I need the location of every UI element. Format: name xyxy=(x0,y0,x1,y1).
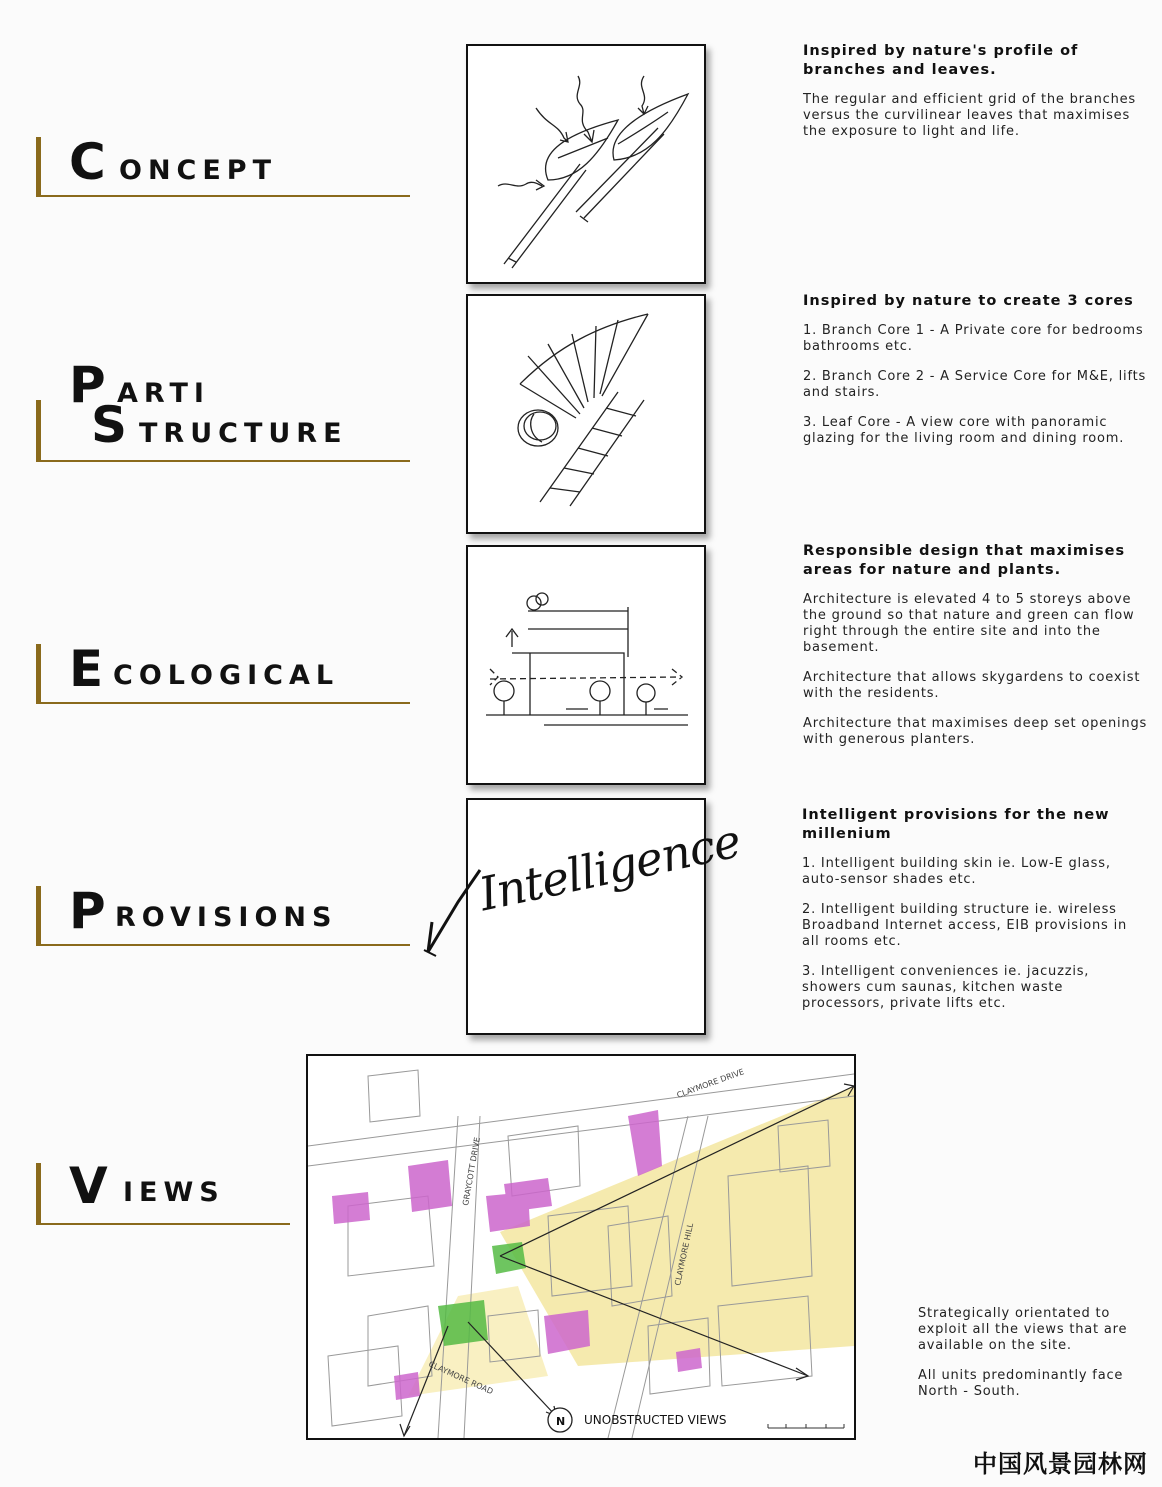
scale-bar xyxy=(768,1424,844,1428)
views-para-2: All units predominantly face North - South. xyxy=(918,1368,1124,1399)
ecological-heading xyxy=(36,640,415,704)
parti-rule xyxy=(36,460,410,462)
intelligence-script: Intelligence xyxy=(474,813,745,922)
concept-description xyxy=(803,42,1148,154)
concept-heading xyxy=(36,133,415,197)
provisions-item-1: 1. Intelligent building skin ie. Low-E glass, auto-sensor shades etc. xyxy=(802,856,1111,887)
structure-initial: S xyxy=(91,396,130,454)
parti-title: Inspired by nature to create 3 cores xyxy=(803,293,1134,309)
parti-item-3: 3. Leaf Core - A view core with panoramic glazing for the living room and dining room. xyxy=(803,415,1125,446)
views-rest: IEWS xyxy=(123,1177,225,1208)
concept-rest: ONCEPT xyxy=(119,155,278,186)
ecological-para-2: Architecture that allows skygardens to coexist with the residents. xyxy=(803,670,1141,701)
parti-description xyxy=(803,292,1148,461)
concept-body: The regular and efficient grid of the branches versus the curvilinear leaves that maximises the exposure to light and life. xyxy=(803,92,1136,139)
ecological-para-3: Architecture that maximises deep set openings with generous planters. xyxy=(803,716,1148,747)
site-plan-drawing xyxy=(308,1056,854,1438)
ecological-para-1: Architecture is elevated 4 to 5 storeys above the ground so that nature and green can flow right through the entire site and into the basement. xyxy=(803,592,1135,655)
provisions-title: Intelligent provisions for the new millenium xyxy=(802,807,1110,842)
provisions-description xyxy=(802,806,1147,1026)
ecological-sketch xyxy=(466,545,706,785)
ecological-title: Responsible design that maximises areas for nature and plants. xyxy=(803,543,1126,578)
parti-item-2: 2. Branch Core 2 - A Service Core for M&E, lifts and stairs. xyxy=(803,369,1147,400)
concept-title: Inspired by nature's profile of branches and leaves. xyxy=(803,43,1079,78)
parti-item-1: 1. Branch Core 1 - A Private core for bedrooms bathrooms etc. xyxy=(803,323,1144,354)
views-heading xyxy=(36,1157,295,1225)
views-para-1: Strategically orientated to exploit all the views that are available on the site. xyxy=(918,1306,1128,1353)
ecological-rest: COLOGICAL xyxy=(113,660,340,691)
provisions-initial: P xyxy=(69,882,108,940)
concept-initial: C xyxy=(69,133,108,191)
north-label: N xyxy=(556,1415,566,1428)
parti-sketch xyxy=(466,294,706,534)
parti-rest: ARTI xyxy=(117,378,210,409)
parti-heading xyxy=(36,356,415,462)
road-label-4: CLAYMORE ROAD xyxy=(427,1359,495,1397)
views-rule xyxy=(36,1223,290,1225)
provisions-item-2: 2. Intelligent building structure ie. wireless Broadband Internet access, EIB provisions in all rooms etc. xyxy=(802,902,1128,949)
map-caption: UNOBSTRUCTED VIEWS xyxy=(584,1413,727,1427)
provisions-item-3: 3. Intelligent conveniences ie. jacuzzis, showers cum saunas, kitchen waste processors, private lifts etc. xyxy=(802,964,1090,1011)
provisions-heading xyxy=(36,882,415,946)
ecological-rule xyxy=(36,702,410,704)
road-label-3: CLAYMORE HILL xyxy=(673,1222,696,1287)
concept-sketch xyxy=(466,44,706,284)
road-label-2: GRAYCOTT DRIVE xyxy=(461,1136,483,1207)
provisions-rule xyxy=(36,944,410,946)
cores-sketch xyxy=(468,296,704,532)
provisions-rest: ROVISIONS xyxy=(115,902,338,933)
structure-rest: TRUCTURE xyxy=(139,418,348,449)
ecological-initial: E xyxy=(69,640,106,698)
concept-rule xyxy=(36,195,410,197)
views-initial: V xyxy=(69,1157,110,1215)
section-sketch xyxy=(468,547,704,783)
road-label-1: CLAYMORE DRIVE xyxy=(675,1067,746,1100)
ecological-description xyxy=(803,542,1148,762)
parti-initial: P xyxy=(69,356,108,414)
branch-leaf-sketch xyxy=(468,46,704,282)
site-map xyxy=(306,1054,856,1440)
views-description xyxy=(918,1306,1133,1414)
watermark-logo: 中国风景园林网 xyxy=(973,1449,1148,1478)
